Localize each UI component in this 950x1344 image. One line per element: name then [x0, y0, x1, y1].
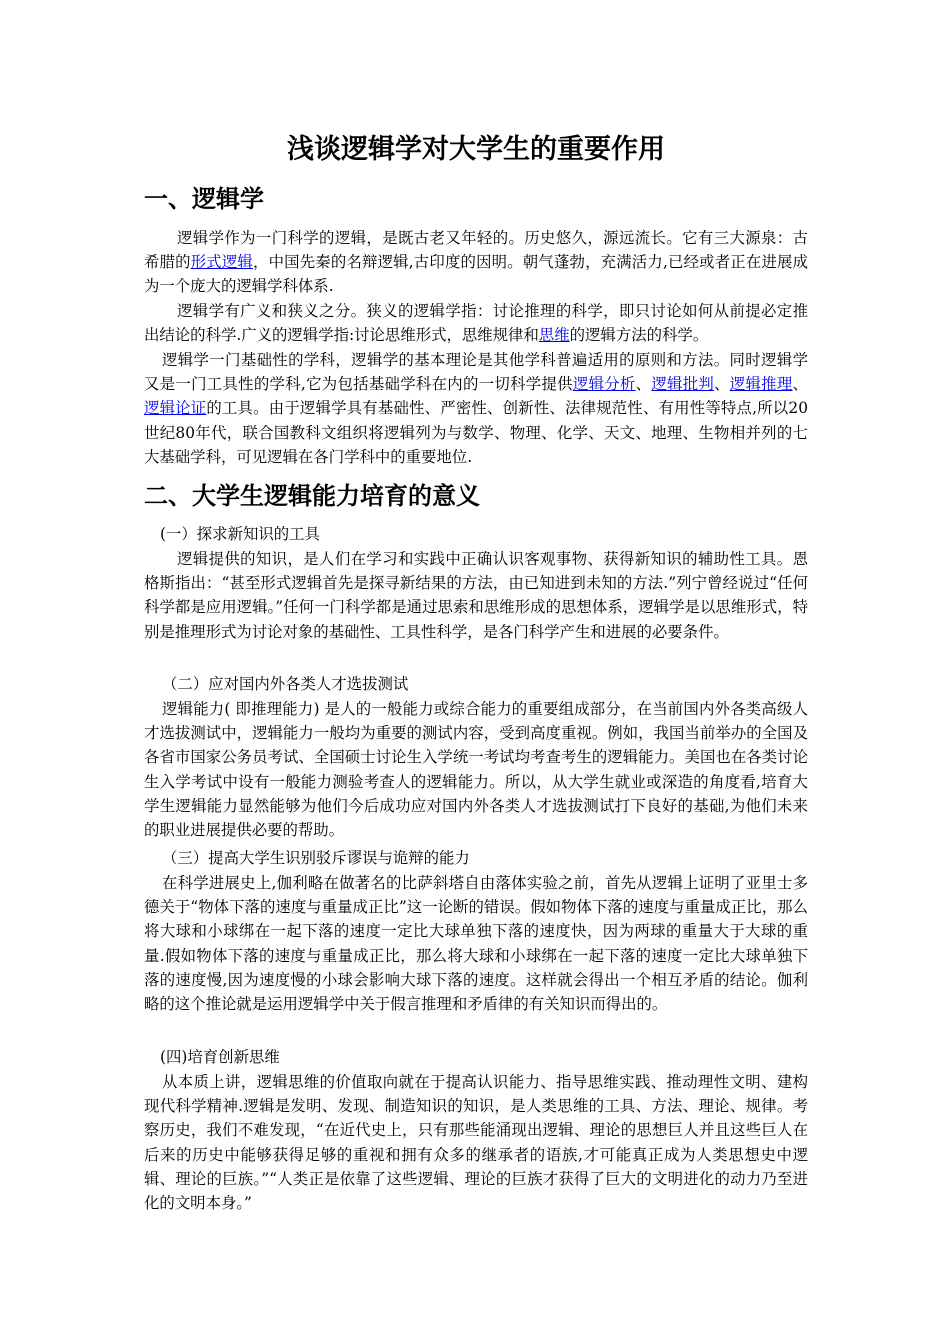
section-1-paragraph-1: 逻辑学作为一门科学的逻辑，是既古老又年轻的。历史悠久，源远流长。它有三大源泉：古希腊的形式逻辑，中国先秦的名辩逻辑,古印度的因明。朝气蓬勃，充满活力,已经或者正在进展成为一个庞大的逻辑学科体系.	[144, 229, 808, 296]
subsection-2-paragraph: 逻辑能力( 即推理能力) 是人的一般能力或综合能力的重要组成部分，在当前国内外各类高级人才选拔测试中，逻辑能力一般均为重要的测试内容，受到高度重视。例如，我国当前举办的全国及各省市国家公务员考试、全国硕士讨论生入学统一考试均考查考生的逻辑能力。美国也在各类讨论生入学考试中设有一般能力测验考查人的逻辑能力。所以，从大学生就业或深造的角度看,培育大学生逻辑能力显然能够为他们今后成功应对国内外各类人才选拔测试打下良好的基础,为他们未来的职业进展提供必要的帮助。	[144, 700, 808, 840]
link-logical-argument[interactable]: 逻辑论证	[144, 399, 207, 418]
subsection-3-heading: （三）提高大学生识别驳斥谬误与诡辩的能力	[162, 849, 470, 867]
subsection-3-paragraph: 在科学进展史上,伽利略在做著名的比萨斜塔自由落体实验之前，首先从逻辑上证明了亚里士多德关于“物体下落的速度与重量成正比”这一论断的错误。假如物体下落的速度与重量成正比，那么将大球和小球绑在一起下落的速度一定比大球单独下落的速度快，因为两球的重量大于大球的重量.假如物体下落的速度与重量成正比，那么将大球和小球绑在一起下落的速度一定比大球单独下落的速度慢,因为速度慢的小球会影响大球下落的速度。这样就会得出一个相互矛盾的结论。伽利略的这个推论就是运用逻辑学中关于假言推理和矛盾律的有关知识而得出的。	[144, 874, 808, 1014]
section-1-heading: 一、逻辑学	[144, 184, 264, 213]
section-2-heading: 二、大学生逻辑能力培育的意义	[144, 481, 480, 510]
subsection-2-heading: （二）应对国内外各类人才选拔测试	[162, 675, 409, 693]
link-thinking[interactable]: 思维	[538, 326, 570, 345]
subsection-4-heading: (四)培育创新思维	[160, 1048, 280, 1066]
link-logical-analysis[interactable]: 逻辑分析	[572, 375, 636, 394]
subsection-1-paragraph: 逻辑提供的知识，是人们在学习和实践中正确认识客观事物、获得新知识的辅助性工具。恩格斯指出：“甚至形式逻辑首先是探寻新结果的方法，由已知进到未知的方法.”列宁曾经说过“任何科学都是应用逻辑。”任何一门科学都是通过思索和思维形成的思想体系，逻辑学是以思维形式，特别是推理形式为讨论对象的基础性、工具性科学，是各门科学产生和进展的必要条件。	[144, 550, 808, 641]
link-logical-reasoning[interactable]: 逻辑推理	[729, 375, 793, 394]
section-1-paragraph-3: 逻辑学一门基础性的学科，逻辑学的基本理论是其他学科普遍适用的原则和方法。同时逻辑学又是一门工具性的学科,它为包括基础学科在内的一切科学提供逻辑分析、逻辑批判、逻辑推理、逻辑论证的工具。由于逻辑学具有基础性、严密性、创新性、法律规范性、有用性等特点,所以20世纪80年代，联合国教科文组织将逻辑列为与数学、物理、化学、天文、地理、生物相并列的七大基础学科，可见逻辑在各门学科中的重要地位.	[144, 351, 808, 466]
subsection-4-paragraph: 从本质上讲，逻辑思维的价值取向就在于提高认识能力、指导思维实践、推动理性文明、建构现代科学精神.逻辑是发明、发现、制造知识的知识，是人类思维的工具、方法、理论、规律。考察历史，我们不难发现，“在近代史上，只有那些能涌现出逻辑、理论的思想巨人并且这些巨人在后来的历史中能够获得足够的重视和拥有众多的继承者的语族,才可能真正成为人类思想史中逻辑、理论的巨族。”“人类正是依靠了这些逻辑、理论的巨族才获得了巨大的文明进化的动力乃至进化的文明本身。”	[144, 1073, 808, 1213]
link-formal-logic[interactable]: 形式逻辑	[190, 253, 254, 272]
subsection-1-heading: (一）探求新知识的工具	[160, 525, 320, 543]
link-logical-critique[interactable]: 逻辑批判	[651, 375, 715, 394]
section-1-paragraph-2: 逻辑学有广义和狭义之分。狭义的逻辑学指：讨论推理的科学，即只讨论如何从前提必定推出结论的科学.广义的逻辑学指:讨论思维形式，思维规律和思维的逻辑方法的科学。	[144, 302, 808, 345]
document-title: 浅谈逻辑学对大学生的重要作用	[287, 134, 665, 165]
